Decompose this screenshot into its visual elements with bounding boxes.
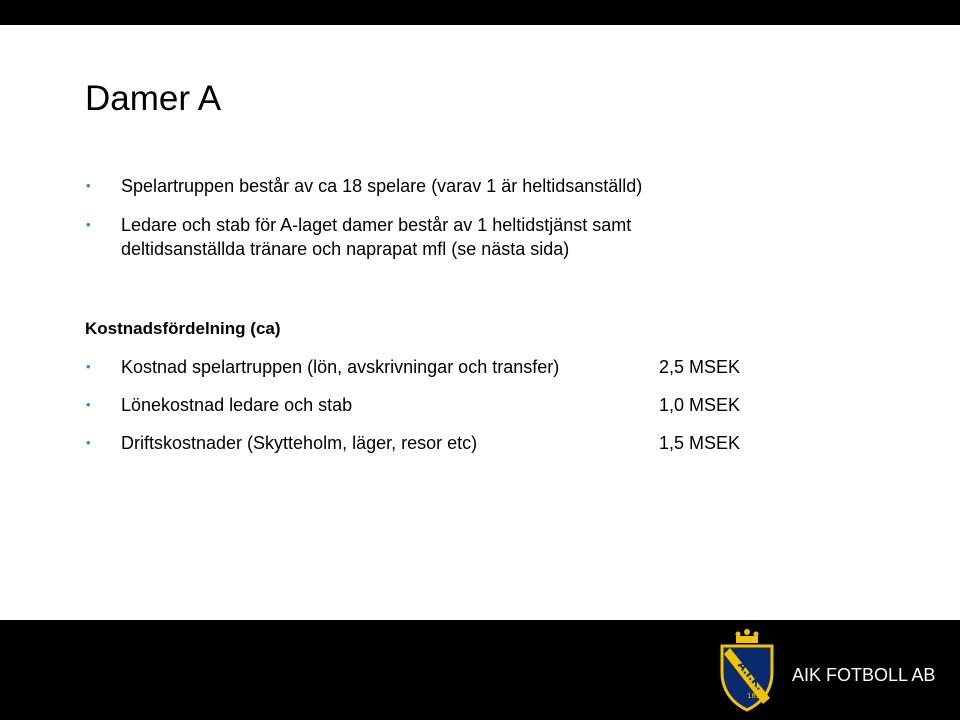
cost-row: [85, 431, 779, 455]
cost-row: [85, 393, 779, 417]
aik-crest-icon: [716, 628, 778, 712]
slide-title: Damer A: [85, 79, 222, 118]
cost-value: 1,0 MSEK: [659, 395, 741, 415]
crown-icon: [736, 629, 759, 643]
bullet-dot-icon: •: [86, 217, 91, 232]
logo-year: 1891: [747, 692, 765, 700]
company-name: AIK FOTBOLL AB: [792, 665, 936, 685]
bullet-text: Spelartruppen består av ca 18 spelare (varav 1 är heltidsanställd): [121, 176, 643, 196]
cost-section-heading: Kostnadsfördelning (ca): [85, 319, 281, 338]
bullet-dot-icon: •: [86, 397, 91, 412]
top-bar: [0, 0, 960, 25]
bullet-dot-icon: •: [86, 435, 91, 450]
bullet-item: [85, 213, 741, 261]
logo-text: A.I.K.: [734, 658, 767, 693]
cost-value: 1,5 MSEK: [659, 433, 741, 453]
cost-row: [85, 355, 779, 379]
bullet-item: [85, 174, 761, 198]
cost-label: Driftskostnader (Skytteholm, läger, resor etc): [121, 433, 478, 453]
cost-value: 2,5 MSEK: [659, 357, 741, 377]
bullet-dot-icon: •: [86, 178, 91, 193]
bullet-dot-icon: •: [86, 359, 91, 374]
cost-label: Kostnad spelartruppen (lön, avskrivningar och transfer): [121, 357, 560, 377]
cost-label: Lönekostnad ledare och stab: [121, 395, 353, 415]
bullet-text: Ledare och stab för A-laget damer består av 1 heltidstjänst samt deltidsanställda tränare och naprapat mfl (se nästa sida): [121, 215, 632, 259]
